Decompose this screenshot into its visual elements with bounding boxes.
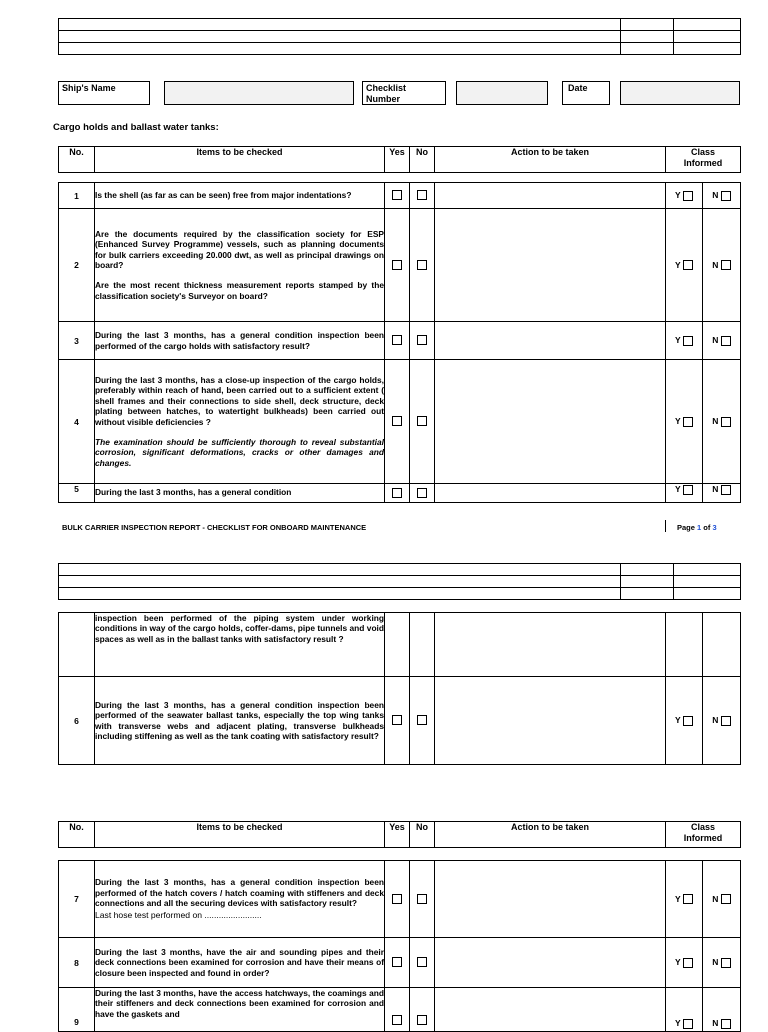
- no-checkbox[interactable]: [417, 190, 427, 200]
- question-text: During the last 3 months, have the air and sounding pipes and their deck connections been examined for corrosion and have their means of closure been inspected and found in order?: [95, 938, 385, 988]
- no-checkbox[interactable]: [417, 488, 427, 498]
- class-y-label: Y: [675, 484, 681, 494]
- col-items: Items to be checked: [95, 822, 385, 848]
- class-y-label: Y: [675, 957, 681, 968]
- col-yes: Yes: [385, 822, 410, 848]
- question-text: During the last 3 months, has a close-up inspection of the cargo holds, preferably within reach of hand, been carried out to a sufficient extent ( shell frames and their connections to side shell, deck structure, deck plating between hatches, to watertight bulkheads) been carried out without visible deficiencies ? The examination should be sufficiently thorough to reveal substantial corrosion, significant deformations, cracks or other damages and changes.: [95, 360, 385, 484]
- class-n-label: N: [712, 484, 719, 494]
- checklist-number-label: Checklist Number: [362, 81, 446, 105]
- col-items: Items to be checked: [95, 147, 385, 173]
- action-field[interactable]: [435, 861, 666, 938]
- class-n-label: N: [712, 715, 719, 726]
- table-row: [59, 861, 741, 938]
- question-text: During the last 3 months, has a general condition inspection been performed of the cargo holds with satisfactory result?: [95, 322, 385, 360]
- table-row: [59, 988, 741, 1032]
- col-class-informed: Class Informed: [666, 822, 741, 848]
- table-row: [59, 322, 741, 360]
- row-number: 2: [59, 209, 95, 322]
- action-field[interactable]: [435, 677, 666, 765]
- checklist-table-page1: [58, 182, 741, 503]
- class-n-label: N: [712, 190, 719, 201]
- header-grid-page2: [58, 563, 741, 600]
- page-indicator: [677, 523, 717, 532]
- class-y-checkbox[interactable]: [683, 958, 693, 968]
- class-n-checkbox[interactable]: [721, 417, 731, 427]
- action-field[interactable]: [435, 938, 666, 988]
- class-n-label: N: [712, 893, 719, 904]
- question-text: inspection been performed of the piping system under working conditions in way of the cargo holds, coffer-dams, pipe tunnels and void spaces as well as in the ballast tanks with satisfactory result ?: [95, 613, 385, 677]
- no-checkbox[interactable]: [417, 416, 427, 426]
- class-y-label: Y: [675, 1018, 681, 1029]
- no-checkbox[interactable]: [417, 715, 427, 725]
- class-n-label: N: [712, 1018, 719, 1029]
- col-no-answer: No: [410, 822, 435, 848]
- class-y-checkbox[interactable]: [683, 716, 693, 726]
- class-y-checkbox[interactable]: [683, 191, 693, 201]
- class-y-checkbox[interactable]: [683, 485, 693, 495]
- class-y-label: Y: [675, 190, 681, 201]
- footer-divider: [665, 520, 666, 532]
- yes-checkbox[interactable]: [392, 715, 402, 725]
- page-current: 1: [697, 523, 702, 532]
- page-word: Page: [677, 523, 695, 532]
- action-field[interactable]: [435, 988, 666, 1032]
- action-field[interactable]: [435, 484, 666, 503]
- action-field[interactable]: [435, 322, 666, 360]
- class-n-label: N: [712, 259, 719, 270]
- question-text: During the last 3 months, have the access hatchways, the coamings and their stiffeners and deck connections been examined for corrosion and have the gaskets and: [95, 988, 385, 1032]
- table-row: [59, 183, 741, 209]
- class-y-label: Y: [675, 715, 681, 726]
- class-y-checkbox[interactable]: [683, 1019, 693, 1029]
- class-y-checkbox[interactable]: [683, 894, 693, 904]
- class-n-label: N: [712, 957, 719, 968]
- col-no-answer: No: [410, 147, 435, 173]
- class-n-checkbox[interactable]: [721, 716, 731, 726]
- yes-checkbox[interactable]: [392, 957, 402, 967]
- action-field[interactable]: [435, 183, 666, 209]
- action-field[interactable]: [435, 360, 666, 484]
- action-field[interactable]: [435, 209, 666, 322]
- class-n-checkbox[interactable]: [721, 191, 731, 201]
- table-row: [59, 613, 741, 677]
- of-word: of: [703, 523, 711, 532]
- yes-checkbox[interactable]: [392, 1015, 402, 1025]
- class-y-label: Y: [675, 335, 681, 346]
- col-action: Action to be taken: [435, 822, 666, 848]
- col-no: No.: [59, 147, 95, 173]
- no-checkbox[interactable]: [417, 260, 427, 270]
- header-grid-top: [58, 18, 741, 55]
- class-y-label: Y: [675, 893, 681, 904]
- ship-name-label: Ship's Name: [58, 81, 150, 105]
- table-row: [59, 209, 741, 322]
- class-n-checkbox[interactable]: [721, 485, 731, 495]
- class-n-checkbox[interactable]: [721, 894, 731, 904]
- column-header-page2: [58, 821, 741, 848]
- class-n-checkbox[interactable]: [721, 260, 731, 270]
- question-text: Are the documents required by the classification society for ESP (Enhanced Survey Programme) vessels, such as planning documents for bulk carriers exceeding 20.000 dwt, as well as principal drawings on board? Are the most recent thickness measurement reports stamped by the classification society's Surveyor on board?: [95, 209, 385, 322]
- action-field[interactable]: [435, 613, 666, 677]
- table-row: [59, 677, 741, 765]
- date-field[interactable]: [620, 81, 740, 105]
- yes-checkbox[interactable]: [392, 335, 402, 345]
- checklist-table-page2-top: [58, 612, 741, 765]
- class-y-label: Y: [675, 416, 681, 427]
- class-y-checkbox[interactable]: [683, 417, 693, 427]
- question-text: Is the shell (as far as can be seen) free from major indentations?: [95, 183, 385, 209]
- column-header: [58, 146, 741, 173]
- row-number: 1: [59, 183, 95, 209]
- class-n-checkbox[interactable]: [721, 958, 731, 968]
- row-number: 6: [59, 677, 95, 765]
- table-row: [59, 938, 741, 988]
- row-number: 5: [59, 484, 95, 503]
- table-row: [59, 484, 741, 503]
- col-no: No.: [59, 822, 95, 848]
- class-y-label: Y: [675, 259, 681, 270]
- class-n-label: N: [712, 416, 719, 427]
- yes-checkbox[interactable]: [392, 488, 402, 498]
- col-class-informed: Class Informed: [666, 147, 741, 173]
- yes-checkbox[interactable]: [392, 894, 402, 904]
- no-checkbox[interactable]: [417, 1015, 427, 1025]
- no-checkbox[interactable]: [417, 957, 427, 967]
- row-number: 7: [59, 861, 95, 938]
- date-label: Date: [562, 81, 610, 105]
- row-number: 9: [59, 988, 95, 1032]
- no-checkbox[interactable]: [417, 335, 427, 345]
- class-n-checkbox[interactable]: [721, 1019, 731, 1029]
- ship-name-field[interactable]: [164, 81, 354, 105]
- footer-report-title: BULK CARRIER INSPECTION REPORT - CHECKLIST FOR ONBOARD MAINTENANCE: [62, 523, 367, 532]
- yes-checkbox[interactable]: [392, 260, 402, 270]
- yes-checkbox[interactable]: [392, 416, 402, 426]
- class-y-checkbox[interactable]: [683, 336, 693, 346]
- checklist-table-page2-bottom: [58, 860, 741, 1032]
- question-text: During the last 3 months, has a general condition inspection been performed of the seawater ballast tanks, especially the top wing tanks with transverse webs and adjacent plating, transverse bulkheads including stiffening as well as the tank coating with satisfactory result?: [95, 677, 385, 765]
- no-checkbox[interactable]: [417, 894, 427, 904]
- question-text: During the last 3 months, has a general condition inspection been performed of the hatch covers / hatch coaming with stiffeners and deck connections and all the securing devices with satisfactory result? Last hose test performed on ........................: [95, 861, 385, 938]
- yes-checkbox[interactable]: [392, 190, 402, 200]
- row-number: 3: [59, 322, 95, 360]
- col-yes: Yes: [385, 147, 410, 173]
- class-n-label: N: [712, 335, 719, 346]
- class-n-checkbox[interactable]: [721, 336, 731, 346]
- row-number: 4: [59, 360, 95, 484]
- section-title: Cargo holds and ballast water tanks:: [53, 122, 219, 133]
- page-total: 3: [712, 523, 717, 532]
- row-number: 8: [59, 938, 95, 988]
- class-y-checkbox[interactable]: [683, 260, 693, 270]
- question-text: During the last 3 months, has a general condition: [95, 484, 385, 503]
- checklist-number-field[interactable]: [456, 81, 548, 105]
- col-action: Action to be taken: [435, 147, 666, 173]
- table-row: [59, 360, 741, 484]
